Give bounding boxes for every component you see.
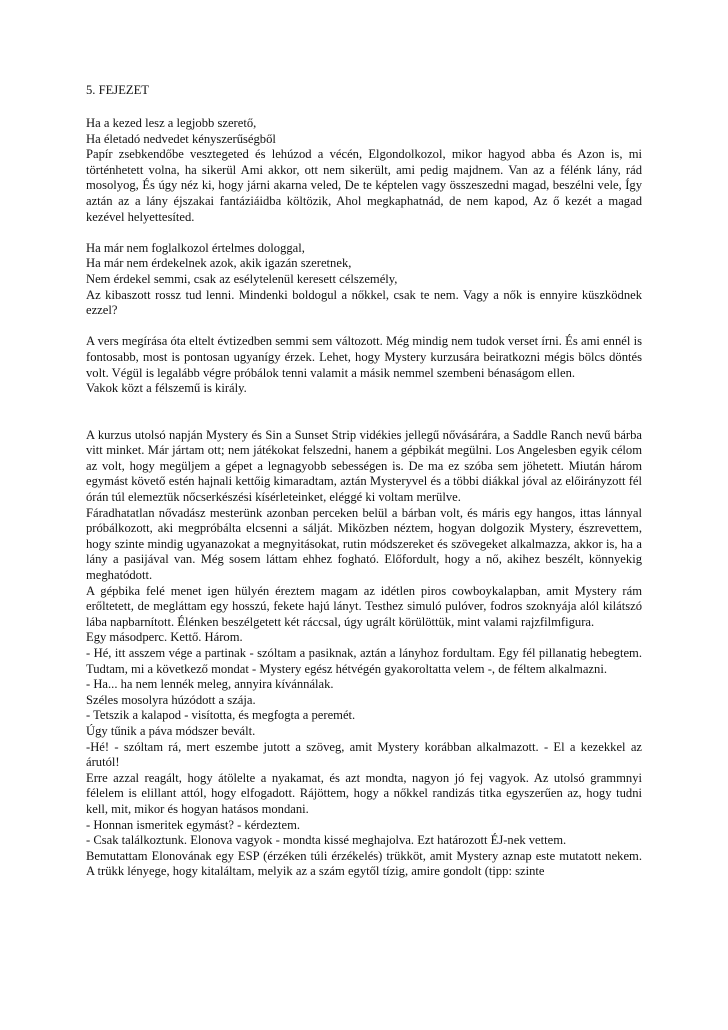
story-paragraph: - Tetszik a kalapod - visította, és megfogta a peremét. xyxy=(86,708,356,723)
poem-line: Ha a kezed lesz a legjobb szerető, xyxy=(86,116,257,130)
intro-section xyxy=(86,334,642,396)
poem-paragraph: Az kibaszott rossz tud lenni. Mindenki boldogul a nőkkel, csak te nem. Vagy a nők is ennyire küszködnek ezzel? xyxy=(86,287,642,318)
story-paragraph: Bemutattam Elonovának egy ESP (érzéken túli érzékelés) trükköt, amit Mystery aznap este mutatott nekem. A trükk lényege, hogy kitaláltam, melyik az a szám egytől tízig, amire gondolt (tipp: szinte xyxy=(86,848,642,879)
poem-paragraph: Papír zsebkendőbe vesztegeted és lehúzod a vécén, Elgondolkozol, mikor hagyod abba és Azon is, mi történhetett volna, ha sikerül Ami akkor, ott nem sikerült, ami pedig majdnem. Van az a félénk lány, rád mosolyog, És úgy néz ki, hogy járni akarna veled, De te képtelen vagy összeszedni magad, beszélni vele, Így aztán az a lány éjszakai fantáziáidba költözik, Ahol megkaphatnád, de nem kapod, Az ő kezét a magad kezével helyettesíted. xyxy=(86,147,642,224)
intro-paragraph: A vers megírása óta eltelt évtizedben semmi sem változott. Még mindig nem tudok verset írni. És ami ennél is fontosabb, most is pontosan ugyanígy érzek. Lehet, hogy Mystery kurzusára beiratkozni mégis bölcs döntés volt. Végül is legalább végre próbálok tenni valamit a másik nemmel szembeni bénaságom ellen. xyxy=(86,334,642,380)
poem-stanza-1 xyxy=(86,116,642,225)
story-section xyxy=(86,428,642,880)
chapter-title: 5. FEJEZET xyxy=(86,83,149,97)
story-paragraph: - Hé, itt asszem vége a partinak - szóltam a pasiknak, aztán a lányhoz fordultam. Egy fél pillanatig hebegtem. Tudtam, mi a következő mondat - Mystery egész hétvégén gyakoroltatta velem -, de féltem alkalmazni. xyxy=(86,646,642,676)
poem-stanza-2 xyxy=(86,241,642,319)
poem-line: Ha már nem foglalkozol értelmes dologgal, xyxy=(86,240,305,255)
story-paragraph: -Hé! - szóltam rá, mert eszembe jutott a szöveg, amit Mystery korábban alkalmazott. - El a kezekkel az árutól! xyxy=(86,739,642,770)
story-paragraph: A gépbika felé menet igen hülyén éreztem magam az idétlen piros cowboykalapban, amit Mystery rám erőltetett, de megláttam egy hosszú, fekete hajú lányt. Testhez simuló pulóver, fodros szoknyája alól kilátszó lába napbarnított. Élénken beszélgetett két ráccsal, úgy ugrált körülöttük, mint valami rajzfilmfigura. xyxy=(86,583,642,629)
poem-line: Ha életadó nedvedet kényszerűségből xyxy=(86,131,276,146)
story-paragraph: Egy másodperc. Kettő. Három. xyxy=(86,630,243,645)
intro-closing-line: Vakok közt a félszemű is király. xyxy=(86,381,247,396)
story-paragraph: - Csak találkoztunk. Elonova vagyok - mondta kissé meghajolva. Ezt határozott ÉJ-nek vettem. xyxy=(86,833,567,848)
story-paragraph: - Honnan ismeritek egymást? - kérdeztem. xyxy=(86,817,301,832)
story-paragraph: Fáradhatatlan nővadász mesterünk azonban perceken belül a bárban volt, és máris egy hangos, ittas lánnyal próbálkozott, aki megpróbálta elcsenni a sálját. Miközben néztem, hogyan dolgozik Mystery, észrevettem, hogy szinte mindig ugyanazokat a megnyitásokat, rutin módszereket és szövegeket alkalmazza, akkor is, ha a lány a pasijával van. Még sosem láttam ehhez fogható. Előfordult, hogy a nő, akihez beszélt, könnyekig meghatódott. xyxy=(86,505,642,583)
story-paragraph: - Ha... ha nem lennék meleg, annyira kívánnálak. xyxy=(86,677,334,692)
poem-line: Nem érdekel semmi, csak az esélytelenül keresett célszemély, xyxy=(86,271,398,286)
story-paragraph: Úgy tűnik a páva módszer bevált. xyxy=(86,723,256,738)
story-paragraph: Széles mosolyra húzódott a szája. xyxy=(86,692,256,707)
story-paragraph: A kurzus utolsó napján Mystery és Sin a Sunset Strip vidékies jellegű nővásárára, a Saddle Ranch nevű bárba vitt minket. Már jártam ott; nem játékokat felszedni, hanem a gépbikát megülni. Los Angelesben egyik célom az volt, hogy megüljem a gépet a legnagyobb sebességen is. De ma ez szóba sem jöhetett. Miután három egymást követő estén hajnali kettőig kimaradtam, aztán Mysteryvel és a többi diákkal jóval az előirányzott fél órán túl elemeztük nőcserkészési kísérleteinket, eléggé ki voltam merülve. xyxy=(86,427,642,505)
poem-line: Ha már nem érdekelnek azok, akik igazán szeretnek, xyxy=(86,256,352,271)
story-paragraph: Erre azzal reagált, hogy átölelte a nyakamat, és azt mondta, nagyon jó fej vagyok. Az utolsó grammnyi félelem is elillant attól, hogy elfogadott. Rájöttem, hogy a nőkkel randizás titka egyszerűen az, hogy tudni kell, mit, mikor és hogyan hatásos mondani. xyxy=(86,770,642,816)
